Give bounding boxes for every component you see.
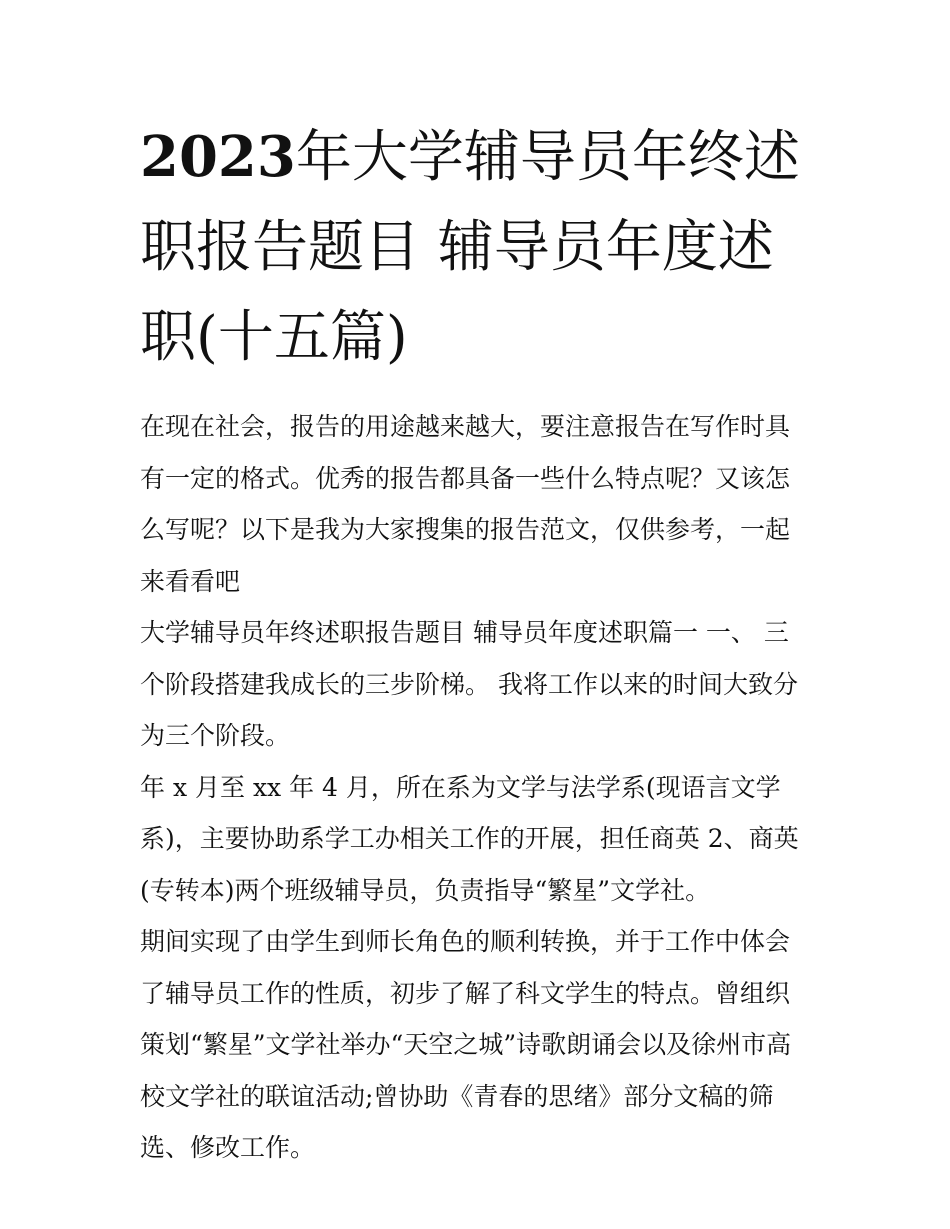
paragraph-section-one: 大学辅导员年终述职报告题目 辅导员年度述职篇一 一、 三个阶段搭建我成长的三步阶梯。 我将工作以来的时间大致分为三个阶段。 (140, 618, 798, 750)
title-text: 年大学辅导员年终述职报告题目 辅导员年度述职(十五篇) (140, 125, 800, 370)
title-year: 2023 (140, 124, 296, 190)
paragraph-stage-one: 年 x 月至 xx 年 4 月，所在系为文学与法学系(现语言文学系)，主要协助系学工办相关工作的开展，担任商英 2、商英(专转本)两个班级辅导员，负责指导“繁星”文学社。 (140, 772, 799, 905)
document-page (140, 112, 812, 1174)
paragraph-intro: 在现在社会，报告的用途越来越大，要注意报告在写作时具有一定的格式。优秀的报告都具备一些什么特点呢？又该怎么写呢？以下是我为大家搜集的报告范文，仅供参考，一起来看看吧 (140, 412, 791, 596)
document-body (140, 401, 812, 1174)
paragraph-stage-one-detail: 期间实现了由学生到师长角色的顺利转换，并于工作中体会了辅导员工作的性质，初步了解了科文学生的特点。曾组织策划“繁星”文学社举办“天空之城”诗歌朗诵会以及徐州市高校文学社的联谊活动;曾协助《青春的思绪》部分文稿的筛选、修改工作。 (140, 927, 792, 1162)
document-title (140, 112, 812, 383)
